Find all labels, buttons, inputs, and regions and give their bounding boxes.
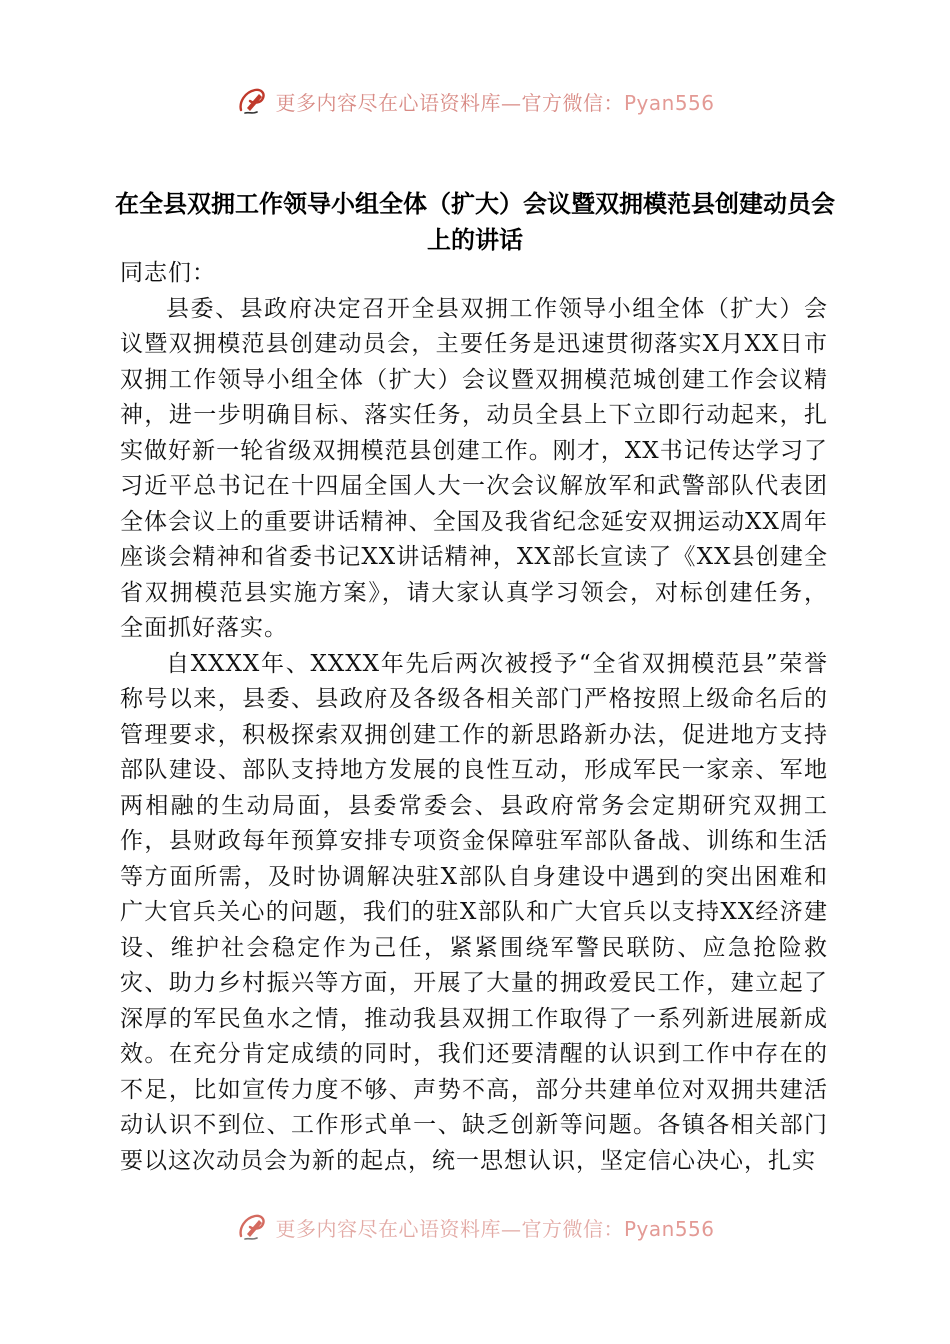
footer-watermark (0, 1210, 950, 1244)
document-body (120, 256, 828, 1179)
paragraph-2: 自XXXX年、XXXX年先后两次被授予“全省双拥模范县”荣誉称号以来，县委、县政府及各级各相关部门严格按照上级命名后的管理要求，积极探索双拥创建工作的新思路新办法，促进地方支持部队建设、部队支持地方发展的良性互动，形成军民一家亲、军地两相融的生动局面，县委常委会、县政府常务会定期研究双拥工作，县财政每年预算安排专项资金保障驻军部队备战、训练和生活等方面所需，及时协调解决驻X部队自身建设中遇到的突出困难和广大官兵关心的问题，我们的驻X部队和广大官兵以支持XX经济建设、维护社会稳定作为己任，紧紧围绕军警民联防、应急抢险救灾、助力乡村振兴等方面，开展了大量的拥政爱民工作，建立起了深厚的军民鱼水之情，推动我县双拥工作取得了一系列新进展新成效。在充分肯定成绩的同时，我们还要清醒的认识到工作中存在的不足，比如宣传力度不够、声势不高，部分共建单位对双拥共建活动认识不到位、工作形式单一、缺乏创新等问题。各镇各相关部门要以这次动员会为新的起点，统一思想认识，坚定信心决心，扎实 (120, 650, 828, 1174)
paragraph-1: 县委、县政府决定召开全县双拥工作领导小组全体（扩大）会议暨双拥模范县创建动员会，主要任务是迅速贯彻落实X月XX日市双拥工作领导小组全体（扩大）会议暨双拥模范城创建工作会议精神，进一步明确目标、落实任务，动员全县上下立即行动起来，扎实做好新一轮省级双拥模范县创建工作。刚才，XX书记传达学习了习近平总书记在十四届全国人大一次会议解放军和武警部队代表团全体会议上的重要讲话精神、全国及我省纪念延安双拥运动XX周年座谈会精神和省委书记XX讲话精神，XX部长宣读了《XX县创建全省双拥模范县实施方案》，请大家认真学习领会，对标创建任务，全面抓好落实。 (120, 295, 828, 641)
pen-logo-icon (235, 84, 269, 118)
watermark-text: 更多内容尽在心语资料库—官方微信：Pyan556 (275, 1216, 715, 1241)
document-title: 在全县双拥工作领导小组全体（扩大）会议暨双拥模范县创建动员会上的讲话 (115, 190, 835, 254)
watermark-text: 更多内容尽在心语资料库—官方微信：Pyan556 (275, 90, 715, 115)
header-watermark (0, 84, 950, 118)
pen-logo-icon (235, 1210, 269, 1244)
salutation: 同志们： (120, 260, 216, 286)
